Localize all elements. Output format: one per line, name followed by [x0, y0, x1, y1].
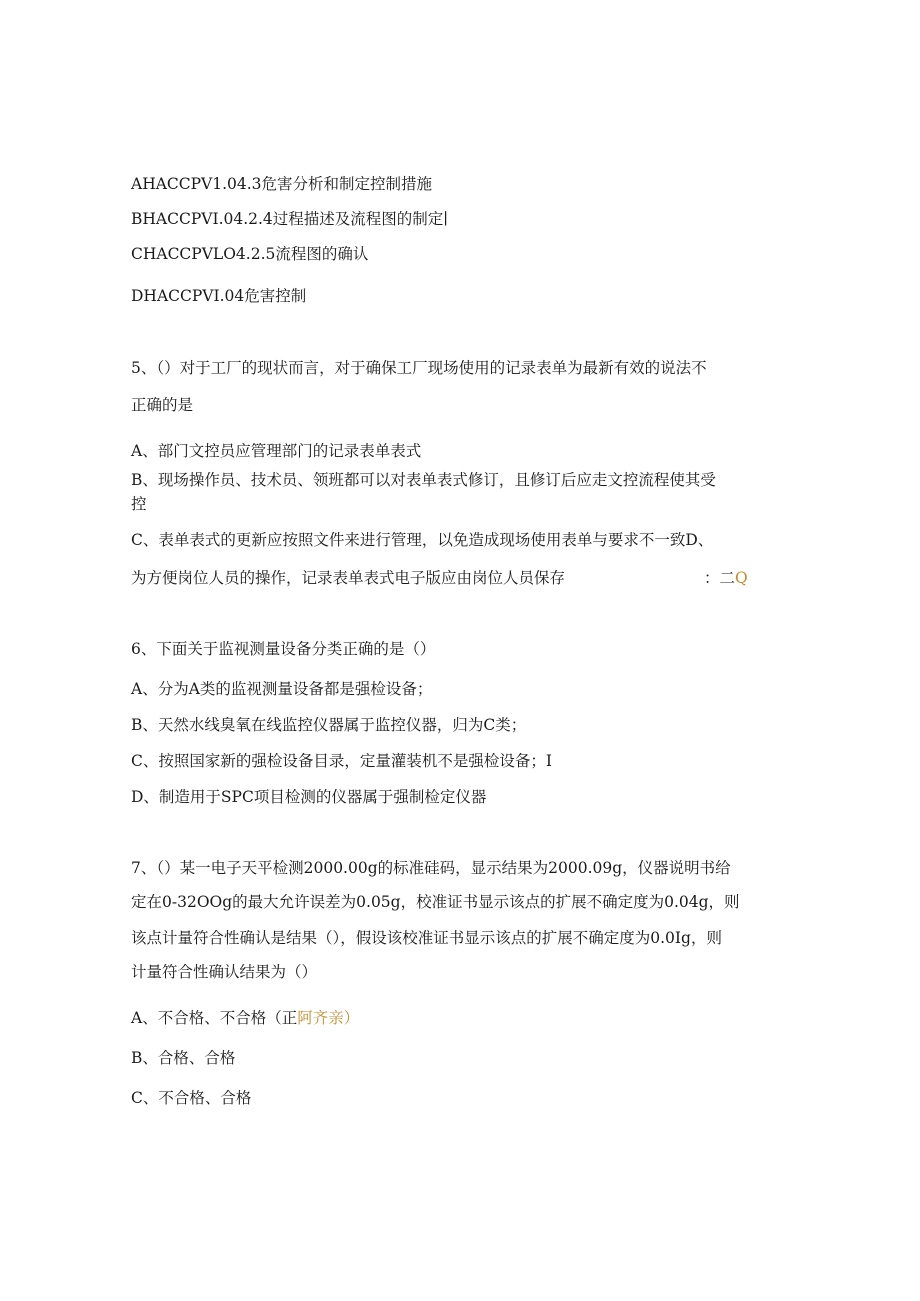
option-c: C、不合格、合格: [131, 1089, 252, 1107]
option-a: A、分为A类的监视测量设备都是强检设备；: [131, 680, 433, 698]
margin-mark: [704, 568, 748, 588]
question-stem-line: 7、（）某一电子天平检测2000.00g的标准硅码，显示结果为2000.09g，仪器说明书给: [131, 859, 731, 877]
option-d: DHACCPVI.04危害控制: [131, 287, 307, 305]
option-a: [131, 1008, 359, 1028]
margin-mark-highlight: Q: [735, 569, 748, 587]
option-a: AHACCPV1.04.3危害分析和制定控制措施: [131, 175, 433, 193]
option-c: C、表单表式的更新应按照文件来进行管理，以免造成现场使用表单与要求不一致D、: [131, 531, 714, 549]
option-b: B、合格、合格: [131, 1049, 236, 1067]
option-b: B、天然水线臭氧在线监控仪器属于监控仪器，归为C类；: [131, 716, 527, 734]
option-a: A、部门文控员应管理部门的记录表单表式: [131, 442, 422, 460]
option-b: B、现场操作员、技术员、领班都可以对表单表式修订，且修订后应走文控流程使其受: [131, 471, 716, 489]
option-d: D、制造用于SPC项目检测的仪器属于强制检定仪器: [131, 788, 487, 806]
option-c-continued: [131, 568, 565, 588]
question-stem-line: 该点计量符合性确认是结果（），假设该校准证书显示该点的扩展不确定度为0.0Ig，则: [131, 929, 722, 947]
option-a-highlight: 阿齐亲）: [297, 1009, 360, 1027]
question-stem-line: 5、（）对于工厂的现状而言，对于确保工厂现场使用的记录表单为最新有效的说法不: [131, 359, 707, 377]
option-c-text: 为方便岗位人员的操作，记录表单表式电子版应由岗位人员保存: [131, 569, 566, 587]
option-c: CHACCPVLO4.2.5流程图的确认: [131, 245, 369, 263]
option-b: BHACCPVI.04.2.4过程描述及流程图的制定∣: [131, 210, 448, 228]
option-c: C、按照国家新的强检设备目录，定量灌装机不是强检设备；I: [131, 752, 552, 770]
option-a-text: A、不合格、不合格（正: [131, 1009, 298, 1027]
option-b-continued: 控: [131, 495, 147, 513]
question-stem-line: 计量符合性确认结果为（）: [131, 963, 318, 981]
question-stem: 6、下面关于监视测量设备分类正确的是（）: [131, 640, 436, 658]
question-stem-line: 正确的是: [131, 396, 194, 414]
margin-mark-text: ：二: [704, 569, 736, 587]
question-stem-line: 定在0-32OOg的最大允许误差为0.05g，校准证书显示该点的扩展不确定度为0.04g，则: [131, 893, 740, 911]
